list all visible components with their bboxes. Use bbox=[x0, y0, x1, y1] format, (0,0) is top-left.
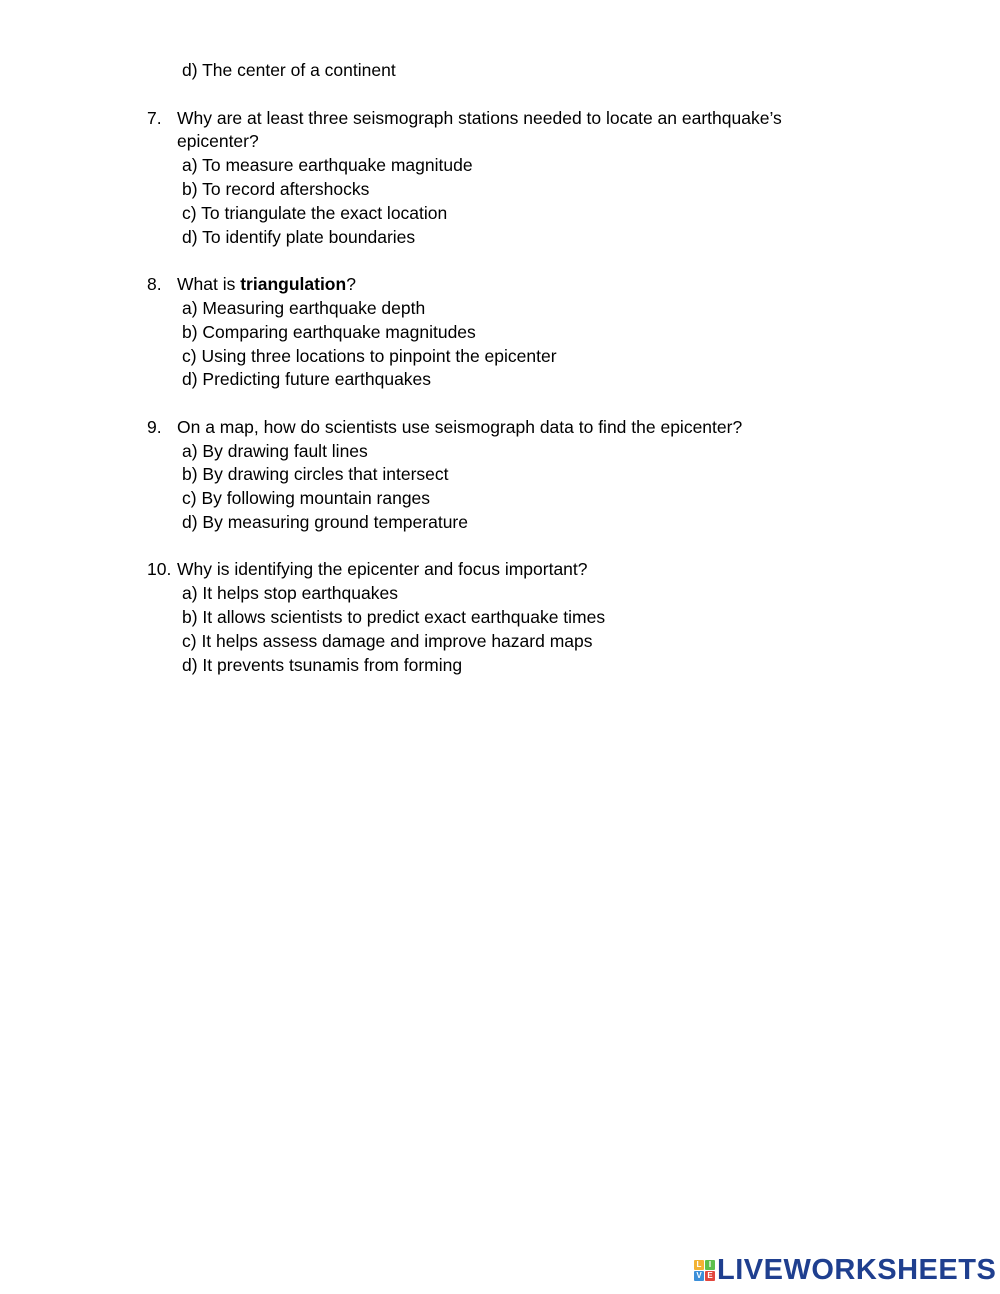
answer-option-a[interactable]: a) Measuring earthquake depth bbox=[182, 298, 426, 318]
liveworksheets-mark-icon bbox=[694, 1260, 715, 1281]
answer-option-d[interactable]: d) By measuring ground temperature bbox=[182, 512, 468, 532]
answer-option-b[interactable]: b) Comparing earthquake magnitudes bbox=[182, 322, 476, 342]
question-text-start: What is bbox=[177, 274, 241, 294]
question-text bbox=[177, 272, 356, 296]
question-text-end: ? bbox=[346, 274, 356, 294]
answer-option-a[interactable]: a) To measure earthquake magnitude bbox=[182, 155, 473, 175]
question-text-bold-term: triangulation bbox=[240, 274, 347, 294]
question-number: 8. bbox=[147, 274, 162, 294]
answer-option-b[interactable]: b) To record aftershocks bbox=[182, 179, 370, 199]
answer-option-a[interactable]: a) By drawing fault lines bbox=[182, 441, 368, 461]
prev-question-option-d: d) The center of a continent bbox=[182, 60, 396, 80]
question-number: 7. bbox=[147, 108, 162, 128]
liveworksheets-logo bbox=[694, 1255, 996, 1285]
answer-option-d[interactable]: d) Predicting future earthquakes bbox=[182, 369, 432, 389]
logo-mark-tile: E bbox=[705, 1271, 715, 1281]
answer-option-a[interactable]: a) It helps stop earthquakes bbox=[182, 583, 398, 603]
logo-wordmark: LIVEWORKSHEETS bbox=[717, 1254, 997, 1286]
question-number: 9. bbox=[147, 417, 162, 437]
answer-option-b[interactable]: b) By drawing circles that intersect bbox=[182, 464, 449, 484]
answer-option-d[interactable]: d) It prevents tsunamis from forming bbox=[182, 655, 463, 675]
question-text: Why is identifying the epicenter and focus important? bbox=[177, 559, 588, 579]
logo-mark-tile: I bbox=[705, 1260, 715, 1270]
logo-mark-tile: V bbox=[694, 1271, 704, 1281]
answer-option-b[interactable]: b) It allows scientists to predict exact earthquake times bbox=[182, 607, 606, 627]
answer-option-c[interactable]: c) To triangulate the exact location bbox=[182, 203, 448, 223]
question-text: On a map, how do scientists use seismograph data to find the epicenter? bbox=[177, 417, 743, 437]
answer-option-d[interactable]: d) To identify plate boundaries bbox=[182, 227, 416, 247]
answer-option-c[interactable]: c) By following mountain ranges bbox=[182, 488, 431, 508]
question-number: 10. bbox=[147, 559, 172, 579]
question-text: Why are at least three seismograph stations needed to locate an earthquake’s bbox=[177, 108, 782, 128]
logo-mark-tile: L bbox=[694, 1260, 704, 1270]
answer-option-c[interactable]: c) It helps assess damage and improve hazard maps bbox=[182, 631, 593, 651]
answer-option-c[interactable]: c) Using three locations to pinpoint the epicenter bbox=[182, 346, 557, 366]
question-text-continued: epicenter? bbox=[177, 131, 259, 151]
